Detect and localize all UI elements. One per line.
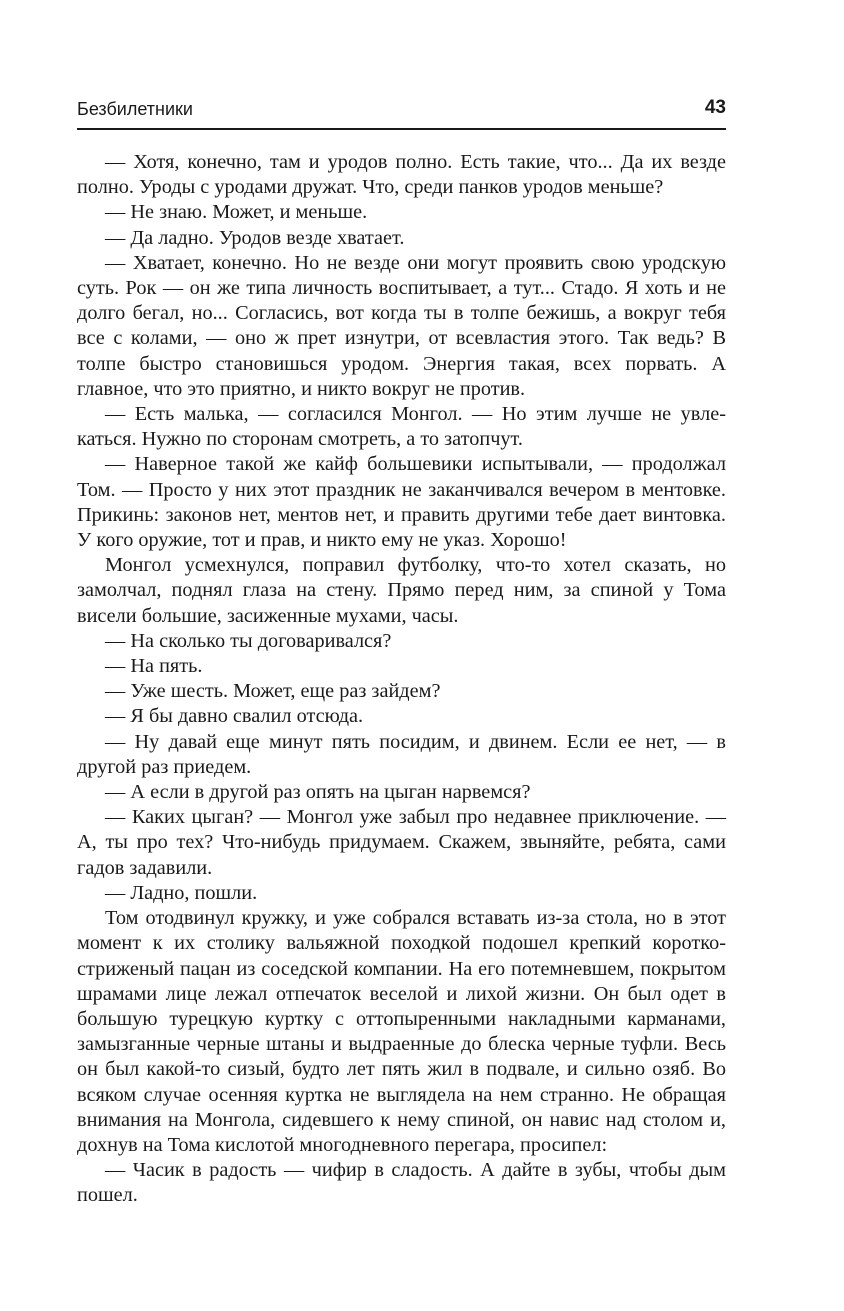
paragraph: — Уже шесть. Может, еще раз зайдем? [105,680,441,703]
paragraph: — Каких цыган? — Монгол уже забыл про недавнее приключение. — А, ты про тех? Что-нибудь придумаем. Скажем, звыняйте, ребята, сами гадов задавили. [77,806,726,879]
paragraph: — Не знаю. Может, и меньше. [105,201,368,224]
paragraph: — Хватает, конечно. Но не везде они могут проявить свою уродскую суть. Рок — он же типа личность воспитывает, а тут... Стадо. Я хоть и не долго бегал, но... Согласись, вот когда ты в толпе бежишь, а вокруг тебя все с колами, — оно ж прет изнутри, от всевластия этого. Так ведь? В толпе быстро становишься уродом. Энергия такая, всех порвать. А главное, что это приятно, и никто вокруг не против. [77,251,726,400]
paragraph: — Ну давай еще минут пять посидим, и двинем. Если ее нет, — в другой раз приедем. [77,730,726,778]
paragraph: — На сколько ты договаривался? [105,629,392,652]
paragraph: — На пять. [105,655,203,678]
paragraph: — Да ладно. Уродов везде хватает. [105,226,405,249]
page-number: 43 [704,97,726,118]
paragraph: — Хотя, конечно, там и уродов полно. Есть такие, что... Да их везде полно. Уроды с уродами дружат. Что, среди панков уродов меньше? [77,151,726,199]
page-header [77,96,726,130]
text-body [77,150,726,1209]
paragraph: — Я бы давно свалил отсюда. [105,705,364,728]
paragraph: Том отодвинул кружку, и уже собрался вставать из-за стола, но в этот момент к их столику вальяжной походкой подошел крепкий короткостриженый пацан из соседской компании. На его потемневшем, покрытом шрамами лице лежал отпечаток веселой и лихой жизни. Он был одет в большую турецкую куртку с оттопыренными накладными карманами, замызганные черные штаны и выдраенные до блеска черные туфли. Весь он был какой-то сизый, будто лет пять жил в подвале, и сильно озяб. Во всяком случае осенняя куртка не выглядела на нем странно. Не обращая внимания на Монгола, сидевшего к нему спиной, он навис над столом и, дохнув на Тома кислотой многодневного перегара, просипел: [77,907,726,1156]
paragraph: — Ладно, пошли. [105,881,258,904]
paragraph: — Наверное такой же кайф большевики испытывали, — продолжал Том. — Просто у них этот праздник не заканчивался вечером в ментовке. Прикинь: законов нет, ментов нет, и править другими тебе дает винтовка. У кого оружие, тот и прав, и никто ему не указ. Хорошо! [77,453,726,552]
running-title: Безбилетники [77,99,193,119]
paragraph: — Часик в радость — чифир в сладость. А дайте в зубы, чтобы дым пошел. [77,1159,726,1207]
paragraph: — А если в другой раз опять на цыган нарвемся? [105,781,531,804]
paragraph: Монгол усмехнулся, поправил футболку, что-то хотел сказать, но замолчал, поднял глаза на стену. Прямо перед ним, за спиной у Тома висели большие, засиженные мухами, часы. [77,554,726,627]
paragraph: — Есть малька, — согласился Монгол. — Но этим лучше не увлекаться. Нужно по сторонам смотреть, а то затопчут. [77,403,726,451]
